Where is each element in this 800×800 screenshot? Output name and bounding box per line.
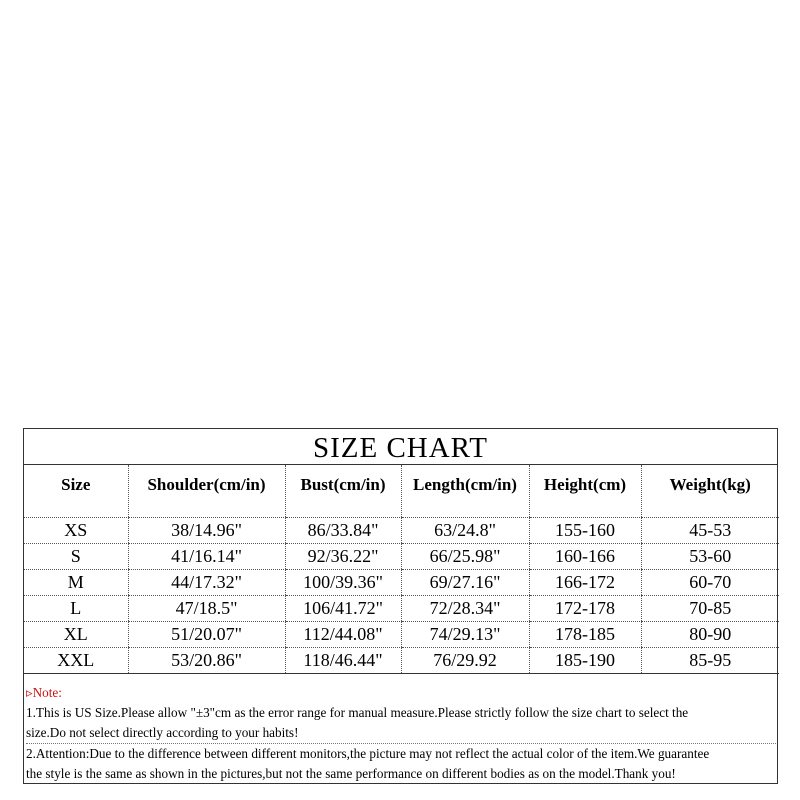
table-row <box>24 544 779 570</box>
table-cell: 80-90 <box>641 622 779 648</box>
table-cell: 155-160 <box>529 518 641 544</box>
table-cell: 38/14.96" <box>128 518 285 544</box>
table-cell: 118/46.44" <box>285 648 401 674</box>
note-line: the style is the same as shown in the pictures,but not the same performance on different bodies as on the model.Thank you! <box>26 766 676 781</box>
table-row <box>24 622 779 648</box>
table-cell: XS <box>24 518 128 544</box>
table-cell: S <box>24 544 128 570</box>
size-chart <box>23 428 778 784</box>
table-cell: 44/17.32" <box>128 570 285 596</box>
table-row <box>24 518 779 544</box>
table-cell: 160-166 <box>529 544 641 570</box>
table-cell: 76/29.92 <box>401 648 529 674</box>
column-header: Length(cm/in) <box>401 465 529 518</box>
table-cell: L <box>24 596 128 622</box>
table-cell: 185-190 <box>529 648 641 674</box>
note-line: 1.This is US Size.Please allow "±3"cm as the error range for manual measure.Please strictly follow the size chart to select the <box>26 705 689 720</box>
column-header: Weight(kg) <box>641 465 779 518</box>
table-cell: 112/44.08" <box>285 622 401 648</box>
table-cell: 53-60 <box>641 544 779 570</box>
table-cell: XXL <box>24 648 128 674</box>
table-cell: 86/33.84" <box>285 518 401 544</box>
table-cell: M <box>24 570 128 596</box>
chart-title: SIZE CHART <box>24 429 777 465</box>
table-cell: 41/16.14" <box>128 544 285 570</box>
column-header: Height(cm) <box>529 465 641 518</box>
table-cell: 172-178 <box>529 596 641 622</box>
table-cell: 70-85 <box>641 596 779 622</box>
table-cell: 85-95 <box>641 648 779 674</box>
table-cell: 69/27.16" <box>401 570 529 596</box>
table-cell: 47/18.5" <box>128 596 285 622</box>
table-cell: 51/20.07" <box>128 622 285 648</box>
note-line: size.Do not select directly according to your habits! <box>26 723 776 744</box>
table-cell: 45-53 <box>641 518 779 544</box>
notes-heading: ▹Note: <box>26 685 62 700</box>
size-table <box>24 465 779 674</box>
table-cell: 106/41.72" <box>285 596 401 622</box>
table-cell: 92/36.22" <box>285 544 401 570</box>
column-header: Bust(cm/in) <box>285 465 401 518</box>
table-cell: 63/24.8" <box>401 518 529 544</box>
notes-section <box>26 683 776 784</box>
table-cell: 100/39.36" <box>285 570 401 596</box>
column-header: Size <box>24 465 128 518</box>
table-cell: 166-172 <box>529 570 641 596</box>
table-cell: 72/28.34" <box>401 596 529 622</box>
table-row <box>24 648 779 674</box>
table-cell: 53/20.86" <box>128 648 285 674</box>
table-cell: 74/29.13" <box>401 622 529 648</box>
table-cell: 66/25.98" <box>401 544 529 570</box>
table-cell: 178-185 <box>529 622 641 648</box>
table-cell: XL <box>24 622 128 648</box>
table-row <box>24 596 779 622</box>
table-row <box>24 570 779 596</box>
table-cell: 60-70 <box>641 570 779 596</box>
header-row <box>24 465 779 518</box>
note-line: 2.Attention:Due to the difference between different monitors,the picture may not reflect the actual color of the item.We guarantee <box>26 746 710 761</box>
column-header: Shoulder(cm/in) <box>128 465 285 518</box>
